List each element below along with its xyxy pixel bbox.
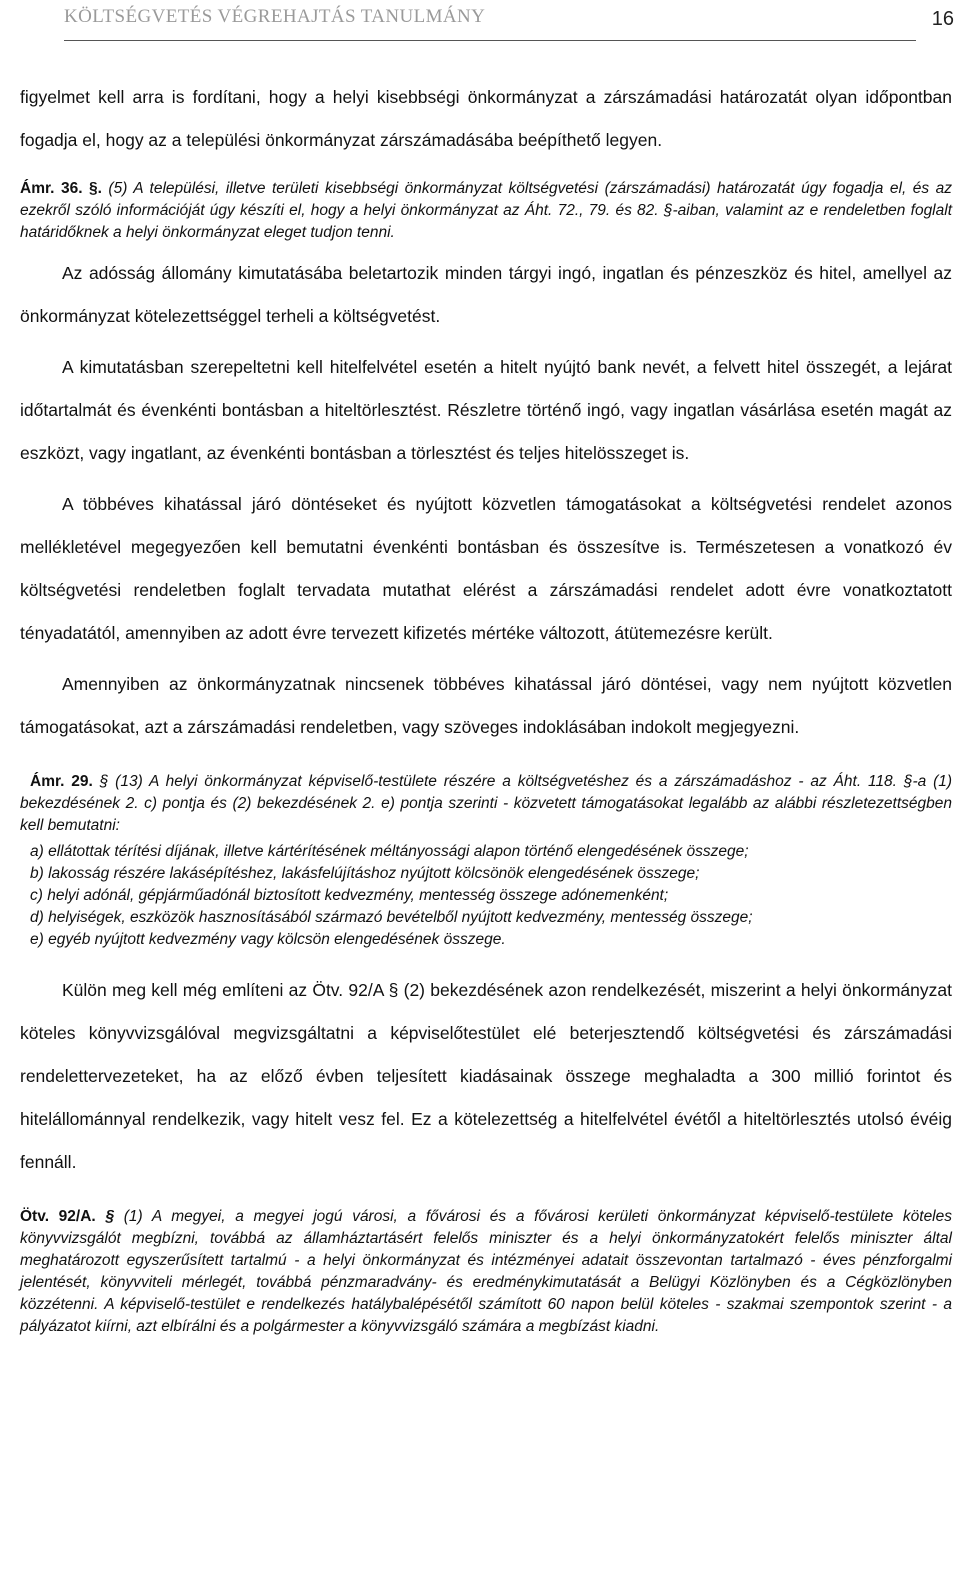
paragraph-no-multi-year: Amennyiben az önkormányzatnak nincsenek többéves kihatással járó döntései, vagy nem nyújtott közvetlen támogatásokat, azt a zárszámadási rendeletben, vagy szöveges indoklásában indokolt megjegyezni. [20, 674, 952, 737]
legal-quote-amr-36 [20, 178, 952, 244]
paragraph-debt-register: Az adósság állomány kimutatásába beletartozik minden tárgyi ingó, ingatlan és pénzeszköz és hitel, amellyel az önkormányzat kötelezettséggel terheli a költségvetést. [20, 263, 952, 326]
page-number: 16 [931, 8, 954, 30]
header-divider [64, 40, 916, 41]
legal-quote-otv-92a [20, 1206, 952, 1338]
legal-quote-text: § (13) A helyi önkormányzat képviselő-testülete részére a költségvetéshez és a zárszámadáshoz - az Áht. 118. §-a (1) bekezdésének 2. c) pontja és (2) bekezdésének 2. e) pontja szerinti - közvetett támogatásokat legalább az alábbi részletezettségben kell bemutatni: [20, 773, 953, 834]
page-body [20, 76, 952, 1338]
paragraph-multi-year: A többéves kihatással járó döntéseket és nyújtott közvetlen támogatásokat a költségvetési rendelet azonos mellékletével megegyezően kell bemutatni évenkénti bontásban és összesítve is. Természetesen a vonatkozó év költségvetési rendeletben foglalt tervadata mutathat elérést a zárszámadási rendelet adott évre vonatkoztatott tényadatától, amennyiben az adott évre tervezett kifizetés mértéke változott, átütemezésre került. [20, 494, 952, 643]
header-title: KÖLTSÉGVETÉS VÉGREHAJTÁS TANULMÁNY [64, 6, 486, 27]
paragraph-auditor-requirement: Külön meg kell még említeni az Ötv. 92/A § (2) bekezdésének azon rendelkezését, miszerint a helyi önkormányzat köteles könyvvizsgálóval megvizsgáltatni a képviselőtestület elé beterjesztendő költségvetési és zárszámadási rendelettervezeteket, ha az előző évben teljesített kiadásainak összege meghaladta a 300 millió forintot és hitelállománnyal rendelkezik, vagy hitelt vesz fel. Ez a kötelezettség a hitelfelvétel évétől a hiteltörlesztés utolsó évéig fennáll. [20, 980, 952, 1172]
paragraph-loan-listing: A kimutatásban szerepeltetni kell hitelfelvétel esetén a hitelt nyújtó bank nevét, a felvett hitel összegét, a lejárat időtartalmát és évenkénti bontásban a hiteltörlesztést. Részletre történő ingó, vagy ingatlan vásárlása esetén magát az eszközt, vagy ingatlant, az évenkénti bontásban a törlesztést és teljes hitelösszeget is. [20, 357, 952, 463]
page-header [64, 4, 956, 40]
legal-quote-amr-29 [20, 771, 952, 951]
paragraph-1: figyelmet kell arra is fordítani, hogy a helyi kisebbségi önkormányzat a zárszámadási határozatát olyan időpontban fogadja el, hogy az a települési önkormányzat zárszámadásába beépíthető legyen. [20, 87, 952, 150]
list-item: e) egyéb nyújtott kedvezmény vagy kölcsön elengedésének összege. [30, 931, 506, 948]
legal-quote-text: (5) A települési, illetve területi kisebbségi önkormányzat költségvetési (zárszámadási) határozatát úgy fogadja el, és az ezekről szóló információját úgy készíti el, hogy a helyi önkormányzat az Áht. 72., 79. és 82. §-aiban, valamint az e rendeletben foglalt határidőknek a helyi önkormányzat eleget tudjon tenni. [20, 180, 953, 241]
legal-reference: Ötv. 92/A. [20, 1208, 96, 1225]
legal-quote-intro [20, 771, 952, 837]
section-sign: § [105, 1208, 115, 1225]
list-item: c) helyi adónál, gépjárműadónál biztosított kedvezmény, mentesség összege adónemenként; [30, 887, 669, 904]
legal-reference: Ámr. 36. §. [20, 180, 102, 197]
indirect-support-list [30, 841, 952, 951]
legal-reference: Ámr. 29. [30, 773, 93, 790]
list-item: d) helyiségek, eszközök hasznosításából származó bevételből nyújtott kedvezmény, mentesség összege; [30, 909, 753, 926]
legal-quote-text: (1) A megyei, a megyei jogú városi, a fővárosi és a fővárosi kerületi önkormányzat képviselő-testülete köteles könyvvizsgálót megbízni, továbbá az államháztartásért felelős miniszter és a helyi önkormányzatokért felelős miniszter által meghatározott egyszerűsített tartalmú - a helyi önkormányzat és intézményei adatait összevontan tartalmazó - éves pénzforgalmi jelentését, könyvviteli mérlegét, továbbá pénzmaradvány- és eredménykimutatását a Belügyi Közlönyben és a Cégközlönyben közzétenni. A képviselő-testület e rendelkezés hatálybalépésétől számított 60 napon belül köteles - szakmai szempontok szerint - a pályázatot kiírni, azt elbírálni és a polgármester a könyvvizsgáló számára a megbízást kiadni. [20, 1208, 952, 1335]
list-item: b) lakosság részére lakásépítéshez, lakásfelújításhoz nyújtott kölcsönök elengedésének összege; [30, 865, 700, 882]
list-item: a) ellátottak térítési díjának, illetve kártérítésének méltányossági alapon történő elengedésének összege; [30, 843, 749, 860]
